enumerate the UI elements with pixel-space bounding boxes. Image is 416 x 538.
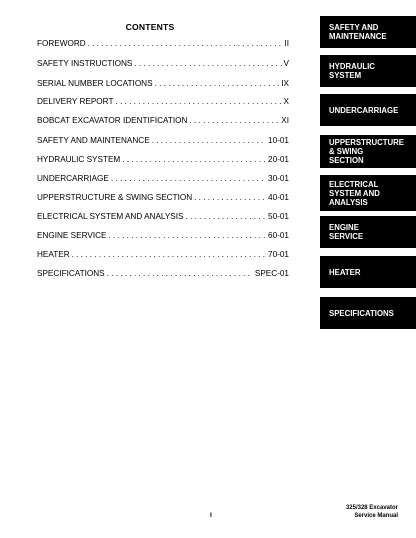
toc-entry[interactable] [37, 211, 289, 223]
tab-electrical-system-and-analysis[interactable] [320, 175, 416, 211]
toc-entry-page: 10-01 [268, 136, 289, 145]
tab-safety-and-maintenance[interactable] [320, 16, 416, 48]
toc-entry-label: HYDRAULIC SYSTEM [37, 155, 121, 164]
toc-entry-label: SAFETY AND MAINTENANCE [37, 136, 150, 145]
toc-leader-dots [152, 135, 266, 147]
toc-entry-page: 70-01 [268, 250, 289, 259]
tab-label: HYDRAULIC SYSTEM [329, 62, 375, 80]
toc-entry-page: 20-01 [268, 155, 289, 164]
toc-entry[interactable] [37, 249, 289, 261]
tab-upperstructure-and-swing-section[interactable] [320, 135, 416, 168]
toc-entry-page: 40-01 [268, 193, 289, 202]
toc-leader-dots [134, 58, 281, 70]
toc-entry-label: HEATER [37, 250, 70, 259]
toc-entry-label: ENGINE SERVICE [37, 231, 107, 240]
toc-entry-page: II [284, 39, 289, 48]
toc-entry-page: IX [281, 79, 289, 88]
toc-entry[interactable] [37, 115, 289, 127]
tab-label: ELECTRICAL SYSTEM AND ANALYSIS [329, 179, 380, 207]
toc-leader-dots [194, 192, 266, 204]
toc-leader-dots [108, 230, 266, 242]
tab-label: SPECIFICATIONS [329, 308, 394, 318]
toc-leader-dots [72, 249, 266, 261]
toc-entry-page: 50-01 [268, 212, 289, 221]
toc-entry-page: 60-01 [268, 231, 289, 240]
tab-engine-service[interactable] [320, 216, 416, 248]
tab-heater[interactable] [320, 256, 416, 288]
tab-label: SAFETY AND MAINTENANCE [329, 23, 387, 41]
tab-label: UPPERSTRUCTURE & SWING SECTION [329, 138, 404, 165]
toc-entry[interactable] [37, 58, 289, 70]
toc-leader-dots [122, 154, 266, 166]
toc-entry[interactable] [37, 268, 289, 280]
toc-entry-label: SAFETY INSTRUCTIONS [37, 59, 133, 68]
toc-entry[interactable] [37, 230, 289, 242]
tab-label: HEATER [329, 267, 361, 277]
toc-entry[interactable] [37, 96, 289, 108]
tab-hydraulic-system[interactable] [320, 55, 416, 87]
page-title: CONTENTS [125, 22, 175, 32]
toc-entry-label: SPECIFICATIONS [37, 269, 105, 278]
toc-entry[interactable] [37, 192, 289, 204]
toc-entry-page: XI [281, 116, 289, 125]
page-number: I [210, 512, 212, 519]
footer-model-label: 325/328 Excavator Service Manual [345, 505, 398, 519]
tab-specifications[interactable] [320, 297, 416, 329]
toc-leader-dots [88, 38, 283, 50]
toc-entry-label: UNDERCARRIAGE [37, 174, 109, 183]
toc-entry[interactable] [37, 78, 289, 90]
toc-entry[interactable] [37, 154, 289, 166]
tab-label: UNDERCARRIAGE [329, 105, 399, 115]
toc-entry-label: BOBCAT EXCAVATOR IDENTIFICATION [37, 116, 188, 125]
toc-leader-dots [186, 211, 267, 223]
tab-label: ENGINE SERVICE [329, 223, 364, 241]
toc-entry-label: DELIVERY REPORT [37, 97, 114, 106]
toc-leader-dots [107, 268, 253, 280]
toc-entry-label: ELECTRICAL SYSTEM AND ANALYSIS [37, 212, 184, 221]
toc-entry-page: V [283, 59, 289, 68]
toc-entry-page: SPEC-01 [254, 269, 289, 278]
toc-entry[interactable] [37, 173, 289, 185]
toc-entry-label: UPPERSTRUCTURE & SWING SECTION [37, 193, 193, 202]
toc-entry-label: SERIAL NUMBER LOCATIONS [37, 79, 153, 88]
toc-entry-label: FOREWORD [37, 39, 86, 48]
toc-entry[interactable] [37, 135, 289, 147]
toc-leader-dots [155, 78, 280, 90]
tab-undercarriage[interactable] [320, 94, 416, 126]
toc-entry-page: 30-01 [268, 174, 289, 183]
toc-leader-dots [189, 115, 279, 127]
toc-entry-page: X [283, 97, 289, 106]
toc-leader-dots [115, 96, 281, 108]
toc-leader-dots [111, 173, 266, 185]
toc-entry[interactable] [37, 38, 289, 50]
section-tabs [320, 0, 416, 538]
